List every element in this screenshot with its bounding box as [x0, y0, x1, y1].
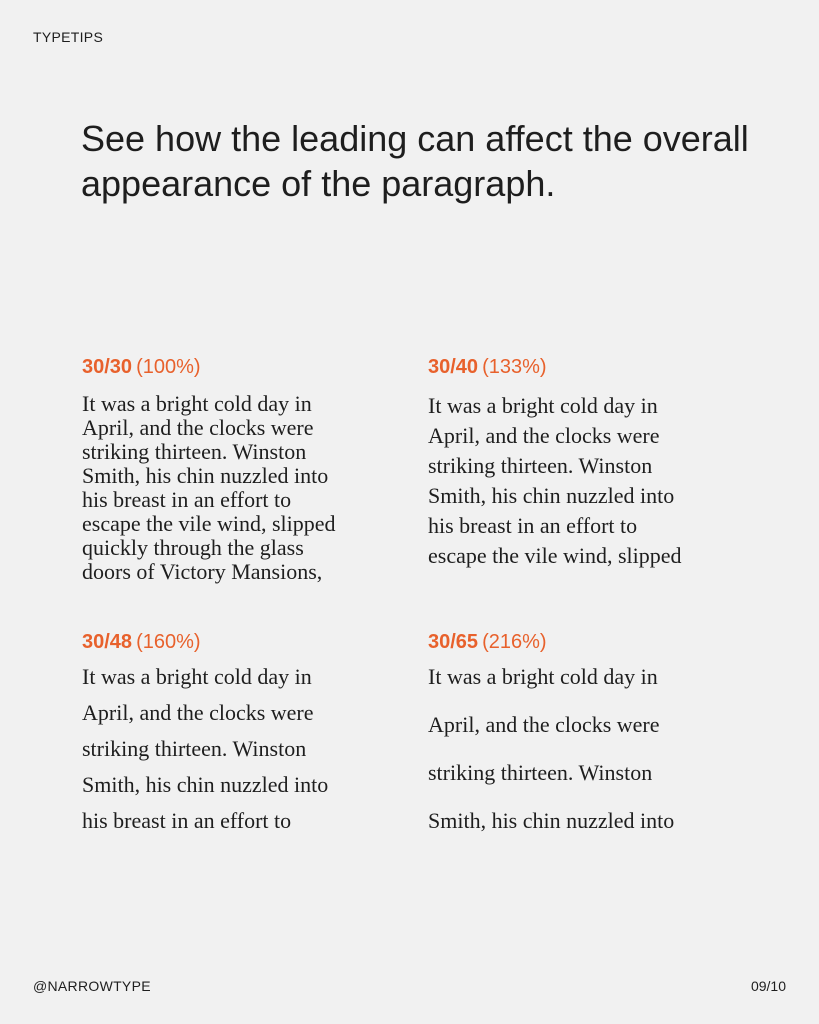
example-label — [82, 355, 412, 379]
paragraph-line: striking thirteen. Winston — [82, 439, 307, 464]
leading-percent: (100%) — [136, 356, 201, 378]
paragraph-line: It was a bright cold day in — [82, 664, 312, 689]
paragraph-line: his breast in an effort to — [82, 808, 292, 833]
leading-example-133 — [428, 355, 758, 571]
leading-ratio: 30/65 — [428, 631, 479, 653]
leading-example-100 — [82, 355, 412, 584]
paragraph-line: his breast in an effort to — [82, 487, 292, 512]
leading-example-216 — [428, 630, 758, 845]
leading-ratio: 30/30 — [82, 356, 133, 378]
sample-paragraph — [82, 392, 412, 584]
leading-percent: (216%) — [482, 631, 547, 653]
paragraph-line: April, and the clocks were — [428, 423, 660, 448]
paragraph-line: Smith, his chin nuzzled into — [82, 463, 329, 488]
leading-ratio: 30/40 — [428, 356, 479, 378]
leading-example-160 — [82, 630, 412, 839]
footer-handle: @NARROWTYPE — [33, 978, 151, 994]
brand-label: TYPETIPS — [33, 29, 104, 45]
paragraph-line: It was a bright cold day in — [82, 391, 312, 416]
headline: See how the leading can affect the overall appearance of the paragraph. — [81, 118, 749, 204]
paragraph-line: doors of Victory Mansions, — [82, 559, 323, 584]
paragraph-line: April, and the clocks were — [428, 712, 660, 737]
leading-percent: (133%) — [482, 356, 547, 378]
sample-paragraph — [428, 391, 758, 571]
paragraph-line: April, and the clocks were — [82, 700, 314, 725]
paragraph-line: quickly through the glass — [82, 535, 304, 560]
paragraph-line: escape the vile wind, slipped — [82, 511, 336, 536]
leading-percent: (160%) — [136, 631, 201, 653]
paragraph-line: Smith, his chin nuzzled into — [428, 808, 675, 833]
paragraph-line: It was a bright cold day in — [428, 393, 658, 418]
paragraph-line: his breast in an effort to — [428, 513, 638, 538]
paragraph-line: striking thirteen. Winston — [428, 453, 653, 478]
sample-paragraph — [82, 659, 412, 839]
paragraph-line: It was a bright cold day in — [428, 664, 658, 689]
paragraph-line: striking thirteen. Winston — [82, 736, 307, 761]
paragraph-line: striking thirteen. Winston — [428, 760, 653, 785]
paragraph-line: Smith, his chin nuzzled into — [82, 772, 329, 797]
paragraph-line: escape the vile wind, slipped — [428, 543, 682, 568]
page-number: 09/10 — [750, 978, 786, 994]
sample-paragraph — [428, 653, 758, 845]
paragraph-line: Smith, his chin nuzzled into — [428, 483, 675, 508]
example-label — [428, 630, 758, 654]
example-label — [82, 630, 412, 654]
paragraph-line: April, and the clocks were — [82, 415, 314, 440]
example-label — [428, 355, 758, 379]
leading-ratio: 30/48 — [82, 631, 133, 653]
